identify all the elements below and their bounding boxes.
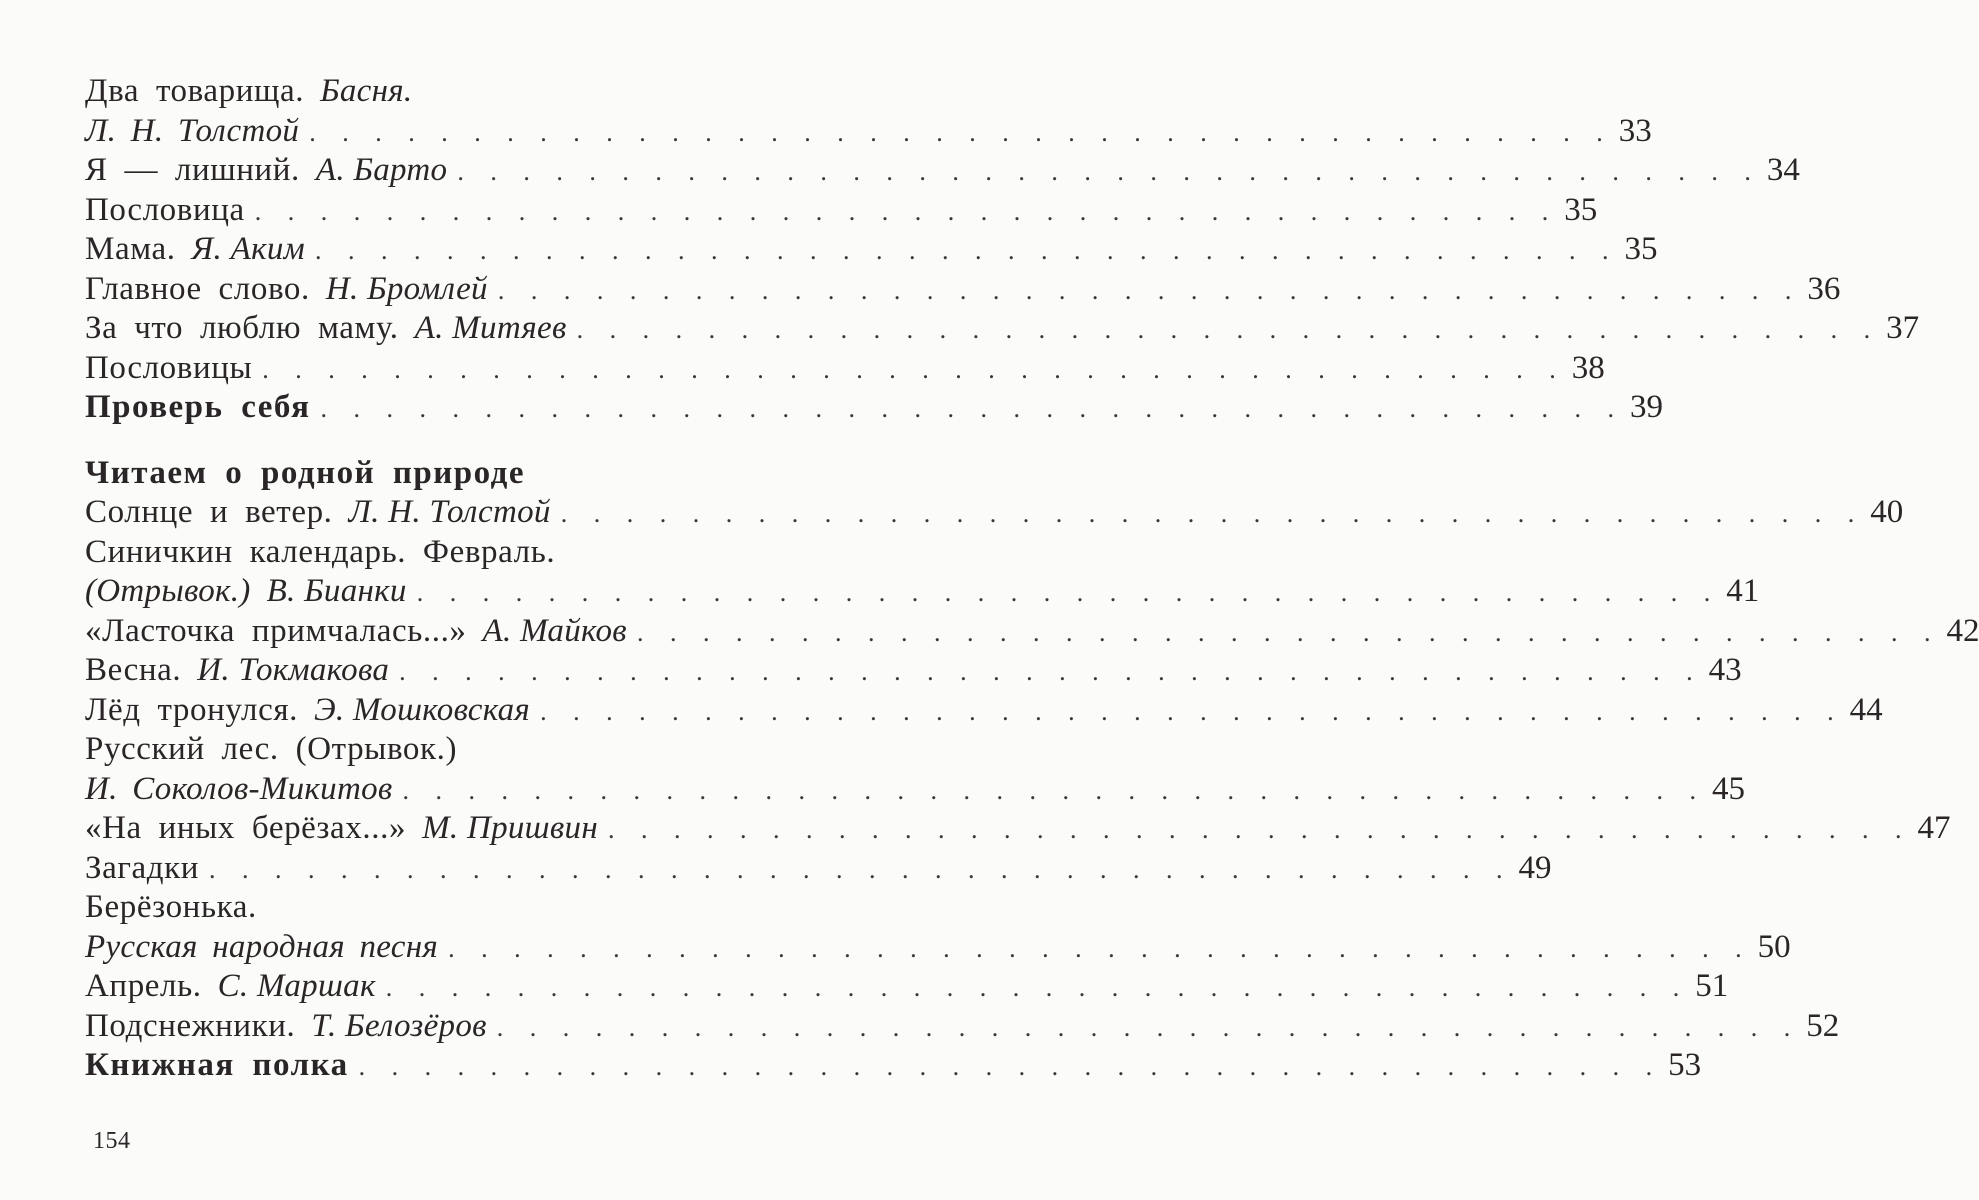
dot-leader: . . . . . . . . . . . . . . . . . . . . . . . . . . . . . . . . . . . . . . . . — [540, 696, 1844, 726]
page-ref: 39 — [1629, 389, 1663, 425]
entry-title: Апрель. — [85, 968, 202, 1004]
page-ref: 44 — [1849, 691, 1883, 728]
toc-entry[interactable] — [85, 612, 1979, 652]
entry-title: Синичкин календарь. Февраль. — [85, 533, 556, 570]
entry-title: Пословицы — [85, 349, 253, 386]
dot-leader: . . . . . . . . . . . . . . . . . . . . . . . . . . . . . . . . . . . . . . . . — [608, 815, 1912, 844]
page-ref: 42 — [1946, 612, 1979, 649]
dot-leader: . . . . . . . . . . . . . . . . . . . . . . . . . . . . . . . . . . . . . . . . — [416, 578, 1721, 607]
dot-leader: . . . . . . . . . . . . . . . . . . . . . . . . . . . . . . . . . . . . . . . . — [496, 1012, 1801, 1042]
entry-author: Л. Н. Толстой — [85, 112, 300, 149]
entry-author: Басня. — [320, 73, 413, 109]
section-title: Читаем о родной природе — [85, 454, 525, 491]
dot-leader: . . . . . . . . . . . . . . . . . . . . . . . . . . . . . . . . . . . . . . . . — [560, 499, 1865, 528]
entry-author: В. Бианки — [266, 573, 407, 609]
toc-entry[interactable] — [85, 809, 1951, 849]
entry-title: Проверь себя — [85, 389, 311, 425]
page-ref: 33 — [1618, 112, 1652, 149]
entry-title: (Отрывок.) — [85, 573, 251, 609]
entry-author: И. Соколов-Микитов — [85, 770, 393, 807]
page-ref: 35 — [1564, 191, 1598, 228]
entry-title: Я — лишний. — [85, 152, 300, 188]
page-ref: 37 — [1886, 310, 1920, 346]
entry-title: Два товарища. — [85, 73, 305, 109]
entry-title: Главное слово. — [85, 270, 310, 307]
toc-entry[interactable] — [85, 651, 1742, 691]
entry-author: А. Барто — [315, 152, 448, 188]
page-ref: 38 — [1571, 349, 1605, 386]
page-ref: 40 — [1870, 494, 1904, 530]
toc-entry[interactable] — [85, 493, 1904, 533]
entry-title: Книжная полка — [85, 1047, 349, 1083]
entry-author: Русская народная песня — [85, 928, 439, 965]
toc-entry[interactable] — [85, 533, 875, 573]
toc-entry[interactable] — [85, 309, 1920, 349]
entry-title: Подснежники. — [85, 1007, 296, 1044]
toc-entry[interactable] — [85, 928, 1791, 968]
dot-leader: . . . . . . . . . . . . . . . . . . . . . . . . . . . . . . . . . . . . . . . . — [309, 117, 1613, 147]
dot-leader: . . . . . . . . . . . . . . . . . . . . . . . . . . . . . . . . . . . . . . . . — [576, 315, 1881, 344]
entry-title: Пословица — [85, 191, 245, 228]
entry-title: Загадки — [85, 849, 200, 886]
dot-leader: . . . . . . . . . . . . . . . . . . . . . . . . . . . . . . . . . . . . . . . . — [209, 854, 1513, 884]
toc-entry[interactable] — [85, 967, 1729, 1007]
dot-leader: . . . . . . . . . . . . . . . . . . . . . . . . . . . . . . . . . . . . . . . . — [497, 275, 1802, 305]
dot-leader: . . . . . . . . . . . . . . . . . . . . . . . . . . . . . . . . . . . . . . . . — [358, 1052, 1663, 1081]
toc-entry[interactable] — [85, 888, 875, 928]
toc-entry[interactable] — [85, 72, 875, 112]
page-ref: 53 — [1668, 1047, 1702, 1083]
page-ref: 47 — [1917, 810, 1951, 846]
entry-title: Весна. — [85, 652, 182, 688]
page-ref: 34 — [1766, 152, 1800, 188]
toc-entry[interactable] — [85, 191, 1598, 231]
page-ref: 43 — [1708, 652, 1742, 688]
entry-author: Л. Н. Толстой — [348, 494, 551, 530]
section-heading[interactable] — [85, 454, 875, 494]
entry-author: Т. Белозёров — [311, 1007, 487, 1044]
toc-entry[interactable] — [85, 730, 875, 770]
dot-leader: . . . . . . . . . . . . . . . . . . . . . . . . . . . . . . . . . . . . . . . . — [315, 236, 1619, 265]
page-number: 154 — [93, 1128, 131, 1154]
toc-entry[interactable] — [85, 112, 1652, 152]
toc-entry[interactable] — [85, 572, 1760, 612]
toc-entry[interactable] — [85, 388, 1663, 428]
dot-leader: . . . . . . . . . . . . . . . . . . . . . . . . . . . . . . . . . . . . . . . . — [448, 933, 1752, 963]
toc-entry[interactable] — [85, 230, 1658, 270]
page-ref: 41 — [1726, 573, 1760, 609]
entry-title: Русский лес. (Отрывок.) — [85, 731, 458, 767]
dot-leader: . . . . . . . . . . . . . . . . . . . . . . . . . . . . . . . . . . . . . . . . — [636, 617, 1941, 647]
entry-title: «Ласточка примчалась...» — [85, 612, 467, 649]
entry-title: За что люблю маму. — [85, 310, 399, 346]
page-ref: 35 — [1624, 231, 1658, 267]
dot-leader: . . . . . . . . . . . . . . . . . . . . . . . . . . . . . . . . . . . . . . . . — [385, 973, 1690, 1002]
toc-entry[interactable] — [85, 151, 1800, 191]
page-ref: 51 — [1695, 968, 1729, 1004]
toc-entry[interactable] — [85, 270, 1841, 310]
toc-entry[interactable] — [85, 849, 1552, 889]
page-ref: 36 — [1807, 270, 1841, 307]
dot-leader: . . . . . . . . . . . . . . . . . . . . . . . . . . . . . . . . . . . . . . . . — [399, 657, 1703, 686]
entry-author: И. Токмакова — [197, 652, 390, 688]
entry-author: М. Пришвин — [422, 810, 598, 846]
page-ref: 50 — [1757, 928, 1791, 965]
entry-author: Н. Бромлей — [325, 270, 488, 307]
page-ref: 52 — [1806, 1007, 1840, 1044]
entry-title: Солнце и ветер. — [85, 494, 333, 530]
dot-leader: . . . . . . . . . . . . . . . . . . . . . . . . . . . . . . . . . . . . . . . . — [320, 394, 1624, 423]
dot-leader: . . . . . . . . . . . . . . . . . . . . . . . . . . . . . . . . . . . . . . . . — [254, 196, 1559, 226]
page-ref: 49 — [1518, 849, 1552, 886]
dot-leader: . . . . . . . . . . . . . . . . . . . . . . . . . . . . . . . . . . . . . . . . — [402, 775, 1707, 805]
toc-entry[interactable] — [85, 770, 1746, 810]
toc-entry[interactable] — [85, 1046, 1702, 1086]
entry-title: «На иных берёзах...» — [85, 810, 407, 846]
toc-entry[interactable] — [85, 691, 1883, 731]
dot-leader: . . . . . . . . . . . . . . . . . . . . . . . . . . . . . . . . . . . . . . . . — [457, 157, 1761, 186]
toc-entry[interactable] — [85, 349, 1605, 389]
entry-author: А. Майков — [482, 612, 627, 649]
page-ref: 45 — [1712, 770, 1746, 807]
toc-entry[interactable] — [85, 1007, 1840, 1047]
entry-author: С. Маршак — [217, 968, 376, 1004]
entry-author: А. Митяев — [414, 310, 567, 346]
section-gap — [85, 428, 875, 454]
entry-title: Берёзонька. — [85, 889, 257, 925]
table-of-contents — [85, 72, 1979, 1086]
entry-author: Э. Мошковская — [313, 691, 531, 728]
entry-author: Я. Аким — [191, 231, 305, 267]
entry-title: Лёд тронулся. — [85, 691, 298, 728]
entry-title: Мама. — [85, 231, 176, 267]
dot-leader: . . . . . . . . . . . . . . . . . . . . . . . . . . . . . . . . . . . . . . . . — [262, 354, 1566, 384]
